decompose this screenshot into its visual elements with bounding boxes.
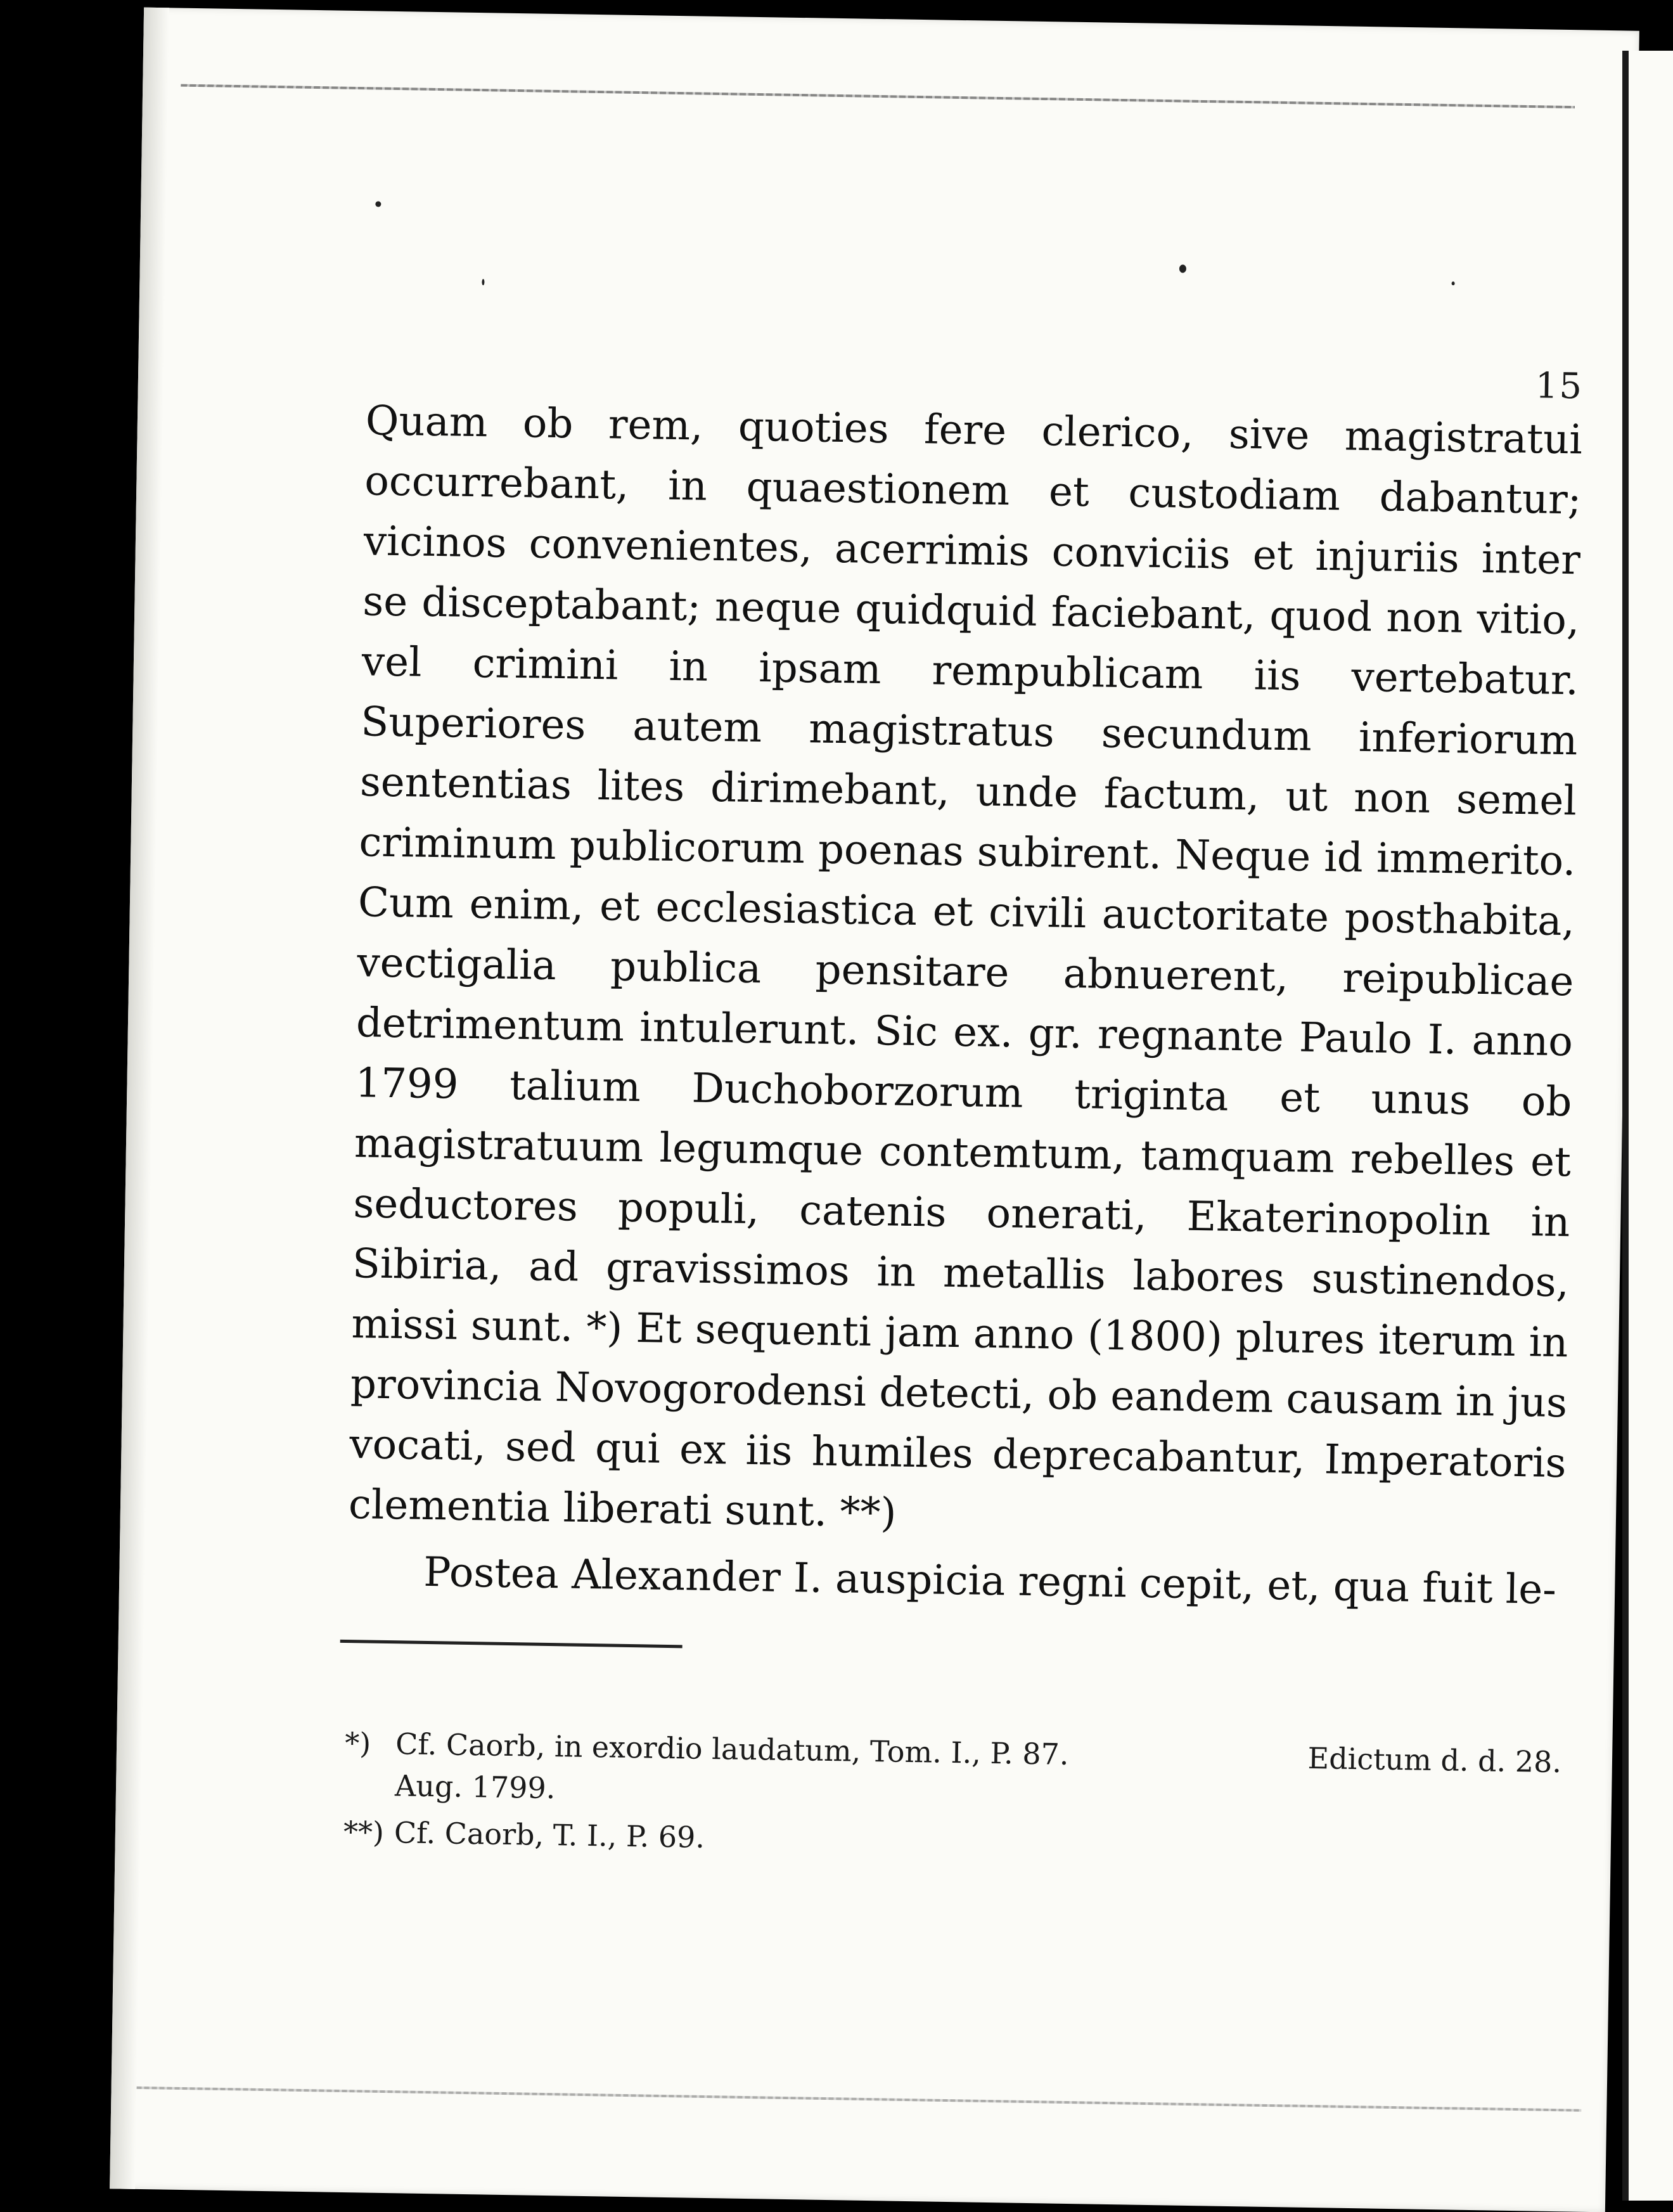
footnote-separator — [340, 1640, 683, 1648]
main-text — [347, 391, 1583, 1621]
next-page-edge — [1622, 51, 1673, 2201]
footnote-text: Cf. Caorb, in exordio laudatum, Tom. I., P. 87. — [395, 1727, 1069, 1772]
footnote-edict-reference: Edictum d. d. 28. — [1307, 1740, 1562, 1780]
ink-speck — [1452, 281, 1455, 285]
paragraph-1: Quam ob rem, quoties fere clerico, sive magistratui occurrebant, in quaestionem et custodiam dabantur; vicinos convenientes, acerrimis conviciis et injuriis inter se disceptabant; neque quidquid faciebant, quod non vitio, vel crimini in ipsam rempublicam iis vertebatur. Superiores autem magistratus secundum inferiorum sententias lites dirimebant, unde factum, ut non semel criminum publicorum poenas subirent. Neque id immerito. Cum enim, et ecclesiastica et civili auctoritate posthabita, vectigalia publica pensitare abnuerent, reipublicae detrimentum intulerunt. Sic ex. gr. regnante Paulo I. anno 1799 talium Duchoborzorum triginta et unus ob magistratuum legumque contemtum, tamquam rebelles et seductores populi, catenis onerati, Ekaterinopolin in Sibiria, ad gravissimos in metallis labores sustinendos, missi sunt. *) Et sequenti jam anno (1800) plures iterum in provincia Novogorodensi detecti, ob eandem causam in jus vocati, sed qui ex iis humiles deprecabantur, Imperatoris clementia liberati sunt. **) — [348, 397, 1583, 1537]
ink-speck — [1179, 264, 1186, 273]
ink-speck — [482, 279, 484, 285]
ink-speck — [375, 201, 381, 207]
footnotes — [343, 1722, 1561, 1877]
footnote-continuation: Aug. 1799. — [394, 1768, 556, 1806]
book-page — [110, 8, 1639, 2212]
footnote-mark: *) — [344, 1725, 371, 1761]
footnote-mark: **) — [343, 1814, 385, 1849]
footnote-text: Cf. Caorb, T. I., P. 69. — [394, 1815, 705, 1855]
top-page-edge-line — [181, 84, 1575, 109]
paragraph-2: Postea Alexander I. auspicia regni cepit, et, qua fuit le- — [423, 1548, 1557, 1614]
page-gutter-shade — [110, 8, 169, 2189]
footnote-1 — [344, 1722, 1562, 1825]
page-number: 15 — [1535, 365, 1584, 408]
bottom-page-edge-line — [137, 2087, 1582, 2112]
